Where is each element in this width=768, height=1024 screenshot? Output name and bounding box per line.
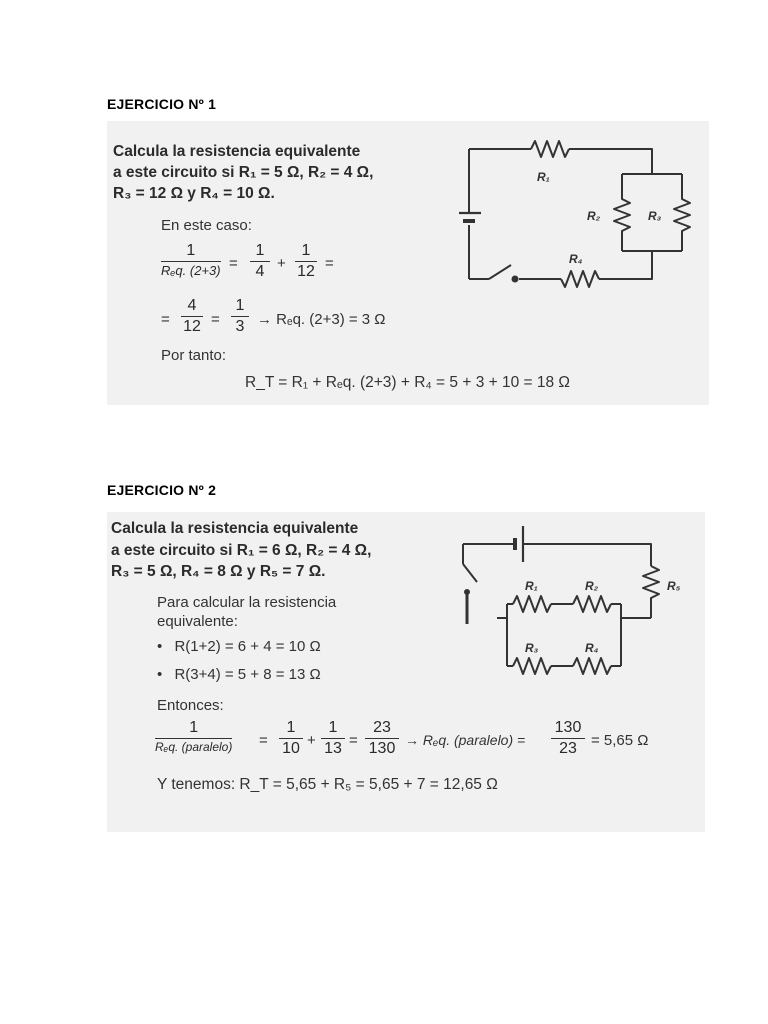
fraction-4-12 xyxy=(181,297,203,336)
exercise-1-panel xyxy=(107,121,709,405)
exercise-1-heading: EJERCICIO Nº 1 xyxy=(107,96,217,112)
intro-line-1: Para calcular la resistencia xyxy=(157,594,337,611)
label-r2: R₂ xyxy=(585,579,599,593)
fraction-1-12 xyxy=(295,242,317,281)
wire xyxy=(523,544,651,566)
numerator: 1 xyxy=(155,719,232,739)
label-r1: R₁ xyxy=(525,579,538,593)
denominator: 130 xyxy=(368,740,396,757)
arrow-req-parallel: → Rₑq. (paralelo) = xyxy=(405,732,526,748)
label-r5: R₅ xyxy=(667,579,681,593)
denominator: 23 xyxy=(559,740,577,757)
numerator: 1 xyxy=(161,242,221,262)
plus-sign: + xyxy=(277,255,286,272)
circuit-1-diagram xyxy=(459,129,704,304)
exercise-2-heading: EJERCICIO Nº 2 xyxy=(107,482,217,498)
intro-text: En este caso: xyxy=(161,217,252,234)
label-r3: R₃ xyxy=(648,209,662,223)
equals-sign: = xyxy=(259,732,268,749)
intro-line-2: equivalente: xyxy=(157,613,238,630)
fraction-130-23 xyxy=(551,719,585,758)
fraction-one-over-req-parallel xyxy=(155,719,232,754)
switch-contact xyxy=(513,277,518,282)
label-r2: R₂ xyxy=(587,209,601,223)
denominator: 3 xyxy=(235,318,245,335)
bullet-item-1 xyxy=(157,638,321,655)
numerator: 4 xyxy=(181,297,203,317)
label-r3: R₃ xyxy=(525,641,539,655)
therefore-text: Por tanto: xyxy=(161,347,227,364)
label-r4: R₄ xyxy=(585,641,599,655)
result-req-2-3: → Rₑq. (2+3) = 3 Ω xyxy=(257,311,386,328)
equals-sign: = xyxy=(349,732,358,749)
wire xyxy=(569,149,652,174)
resistor-r3 xyxy=(674,174,690,251)
denominator: 13 xyxy=(324,740,342,757)
exercise-2-panel xyxy=(107,512,705,832)
bullet-icon: • xyxy=(157,638,163,655)
statement-line-3: R₃ = 5 Ω, R₄ = 8 Ω y R₅ = 7 Ω. xyxy=(111,563,326,580)
label-r1: R₁ xyxy=(537,170,550,184)
equals-sign: = xyxy=(211,311,220,328)
numerator: 1 xyxy=(279,719,303,739)
resistor-r4 xyxy=(561,271,599,287)
fraction-23-130 xyxy=(365,719,399,758)
numerator: 130 xyxy=(551,719,585,739)
switch-lever xyxy=(489,265,511,279)
denominator: 12 xyxy=(183,318,201,335)
then-text: Entonces: xyxy=(157,697,224,714)
bullet-icon: • xyxy=(157,666,163,683)
numerator: 1 xyxy=(250,242,270,262)
label-r4: R₄ xyxy=(569,252,583,266)
statement-line-1: Calcula la resistencia equivalente xyxy=(111,520,359,537)
equals-sign: = xyxy=(325,255,334,272)
final-result: R_T = R₁ + Rₑq. (2+3) + R₄ = 5 + 3 + 10 = 18 Ω xyxy=(245,374,571,391)
result-req-parallel: = 5,65 Ω xyxy=(591,732,649,749)
equals-sign: = xyxy=(229,255,238,272)
fraction-1-13 xyxy=(321,719,345,758)
fraction-one-over-req xyxy=(161,242,221,278)
fraction-1-10 xyxy=(279,719,303,758)
resistor-r2 xyxy=(614,174,630,251)
plus-sign: + xyxy=(307,732,316,749)
final-result: Y tenemos: R_T = 5,65 + R₅ = 5,65 + 7 = 12,65 Ω xyxy=(157,776,498,793)
statement-line-2: a este circuito si R₁ = 6 Ω, R₂ = 4 Ω, xyxy=(111,542,372,559)
denominator: 12 xyxy=(297,263,315,280)
denominator: Rₑq. (paralelo) xyxy=(155,740,233,754)
resistor-r2 xyxy=(573,596,611,612)
statement-line-2: a este circuito si R₁ = 5 Ω, R₂ = 4 Ω, xyxy=(113,164,374,181)
statement-line-3: R₃ = 12 Ω y R₄ = 10 Ω. xyxy=(113,185,275,202)
numerator: 1 xyxy=(295,242,317,262)
denominator: Rₑq. (2+3) xyxy=(161,263,221,278)
fraction-1-4 xyxy=(250,242,270,281)
numerator: 23 xyxy=(365,719,399,739)
bullet-text: R(1+2) = 6 + 4 = 10 Ω xyxy=(174,638,321,655)
denominator: 10 xyxy=(282,740,300,757)
fraction-1-3 xyxy=(231,297,249,336)
resistor-r4 xyxy=(573,658,611,674)
numerator: 1 xyxy=(231,297,249,317)
resistor-r1 xyxy=(513,596,551,612)
bullet-text: R(3+4) = 5 + 8 = 13 Ω xyxy=(174,666,321,683)
circuit-2-diagram xyxy=(457,520,697,680)
bullet-item-2 xyxy=(157,666,321,683)
denominator: 4 xyxy=(255,263,265,280)
numerator: 1 xyxy=(321,719,345,739)
statement-line-1: Calcula la resistencia equivalente xyxy=(113,143,361,160)
switch-lever xyxy=(463,564,477,582)
resistor-r5 xyxy=(643,566,659,618)
wire xyxy=(599,251,652,279)
resistor-r1 xyxy=(531,141,569,157)
equals-sign: = xyxy=(161,311,170,328)
resistor-r3 xyxy=(513,658,551,674)
